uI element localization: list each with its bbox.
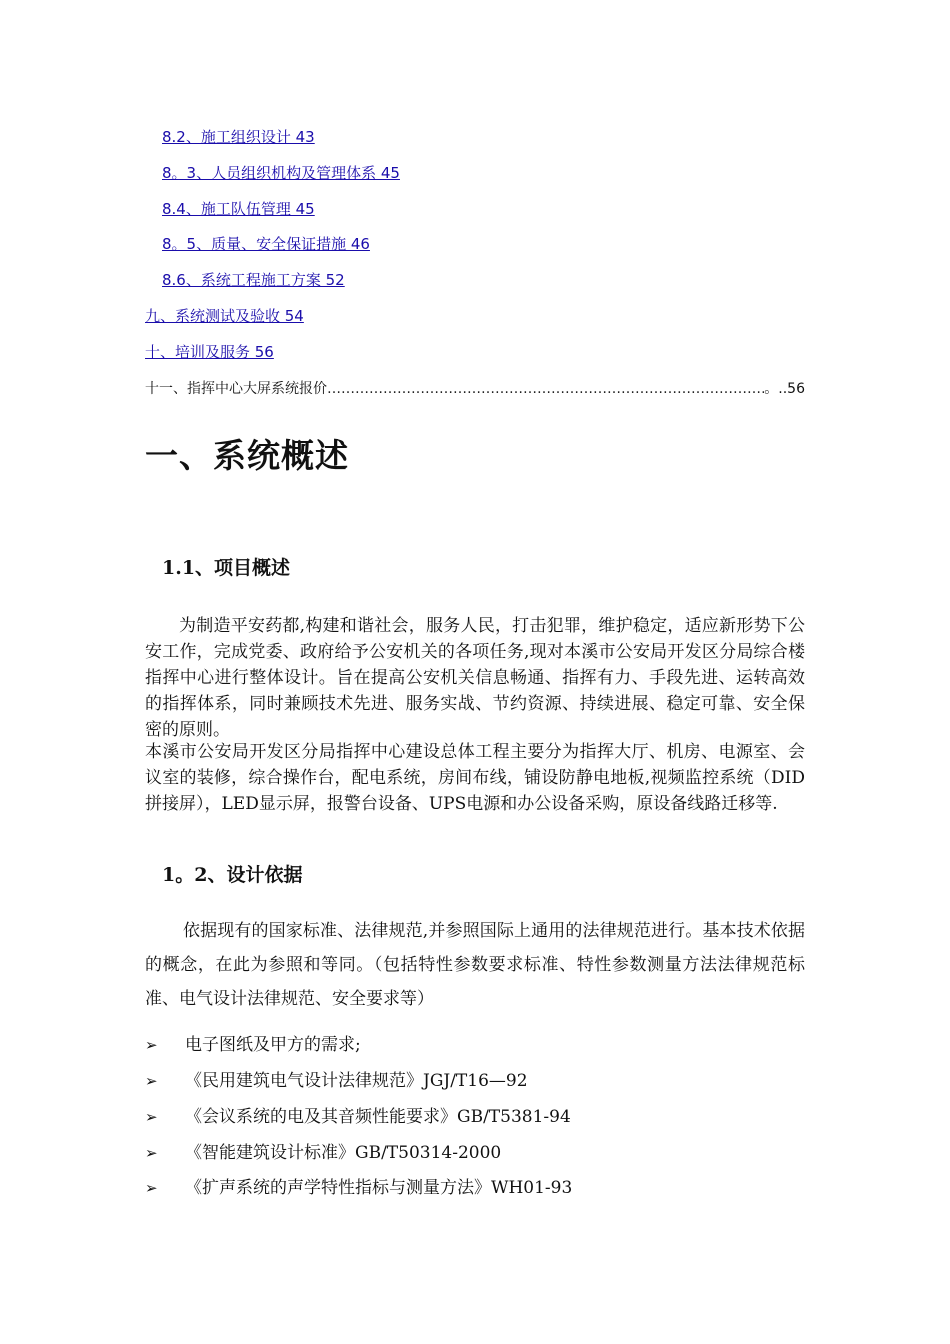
toc-dot-leader <box>327 381 764 397</box>
section-1-2-paragraph: 依据现有的国家标准、法律规范,并参照国际上通用的法律规范进行。基本技术依据的概念，在此为参照和等同。（包括特性参数要求标准、特性参数测量方法法律规范标准、电气设计法律规范、安全要求等） <box>145 921 805 1009</box>
arrow-bullet-icon: ➢ <box>145 1072 158 1090</box>
arrow-bullet-icon: ➢ <box>145 1108 158 1126</box>
list-item-text: 《会议系统的电及其音频性能要求》GB/T5381-94 <box>185 1107 571 1127</box>
toc-link-8-5[interactable]: 8。5、质量、安全保证措施 46 <box>162 235 370 253</box>
list-item-text: 《智能建筑设计标准》GB/T50314-2000 <box>185 1143 502 1163</box>
arrow-bullet-icon: ➢ <box>145 1144 158 1162</box>
list-item-text: 《民用建筑电气设计法律规范》JGJ/T16—92 <box>185 1071 528 1091</box>
arrow-bullet-icon: ➢ <box>145 1179 158 1197</box>
list-item <box>145 1138 501 1163</box>
section-1-1-title: 1.1、项目概述 <box>162 557 291 579</box>
toc-entry-11 <box>145 378 805 398</box>
chapter-heading: 一、系统概述 <box>145 436 349 475</box>
toc-link-8-6[interactable]: 8.6、系统工程施工方案 52 <box>162 271 345 289</box>
section-1-1-paragraph-1: 为制造平安药都,构建和谐社会，服务人民，打击犯罪，维护稳定，适应新形势下公安工作，完成党委、政府给予公安机关的各项任务,现对本溪市公安局开发区分局综合楼指挥中心进行整体设计。旨在提高公安机关信息畅通、指挥有力、手段先进、运转高效的指挥体系，同时兼顾技术先进、服务实战、节约资源、持续进展、稳定可靠、安全保密的原则。 <box>145 616 805 740</box>
toc-link-8-3[interactable]: 8。3、人员组织机构及管理体系 45 <box>162 164 400 182</box>
list-item <box>145 1102 571 1127</box>
section-1-1-paragraph-2: 本溪市公安局开发区分局指挥中心建设总体工程主要分为指挥大厅、机房、电源室、会议室的装修，综合操作台，配电系统，房间布线，铺设防静电地板,视频监控系统（DID拼接屏），LED显示屏，报警台设备、UPS电源和办公设备采购，原设备线路迁移等. <box>145 742 805 814</box>
list-item <box>145 1030 361 1055</box>
toc-link-8-4[interactable]: 8.4、施工队伍管理 45 <box>162 200 315 218</box>
toc-link-9[interactable]: 九、系统测试及验收 54 <box>145 307 304 325</box>
list-item-text: 《扩声系统的声学特性指标与测量方法》WH01-93 <box>185 1178 573 1198</box>
list-item-text: 电子图纸及甲方的需求; <box>185 1035 361 1055</box>
list-item <box>145 1066 528 1091</box>
list-item <box>145 1173 572 1198</box>
toc-entry-11-label: 十一、指挥中心大屏系统报价 <box>145 381 327 397</box>
toc-link-10[interactable]: 十、培训及服务 56 <box>145 343 274 361</box>
toc-link-8-2[interactable]: 8.2、施工组织设计 43 <box>162 128 315 146</box>
arrow-bullet-icon: ➢ <box>145 1036 158 1054</box>
toc-entry-11-page: 。..56 <box>764 381 805 397</box>
section-1-2-title: 1。2、设计依据 <box>162 864 303 886</box>
